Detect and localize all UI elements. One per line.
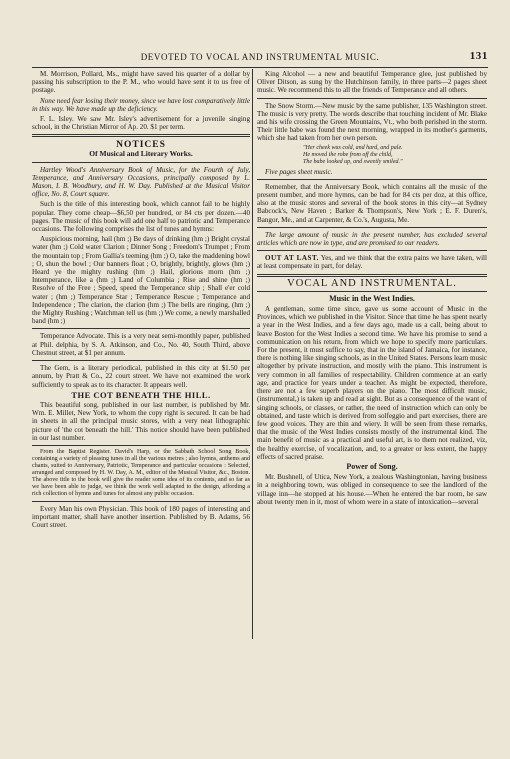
remember-note: Remember, that the Anniversary Book, which contains all the music of the present number, and more hymns, can be had for 84 cts per doz, at this office, also at the music stores and several of the book stores in this city—at Sydney Babcock's, New Haven ; Barker & Thompson's, New York ; E. F. Duren's, Bangor, Me., and at Carpenter, & Co.'s, Augusta, Me. xyxy=(257,182,487,224)
power-of-song-heading: Power of Song. xyxy=(346,461,398,471)
west-indies-body: A gentleman, some time since, gave us some account of Music in the Provinces, which we published in the Visitor. Since that time he has spent nearly a year in the West Indies, and a few days ago, made us a call, being about to leave Boston for the West Indies a second time. We have his promise to send a communication on his return, from which we hope to specify more particulars. For the present, it must suffice to say, that in the island of Jamaica, for instance, there is nothing like singing schools, as in the United States. Persons learn music altogether by private instruction, and mostly with the piano. This instrument is very common in all families of respectability. Children commence at an early age, and practice for years under a teacher. As might be expected, therefore, there are not a few superb players on the piano. The most difficult music, (instrumental,) is taken up and read at sight. But as a consequence of the want of singing schools, or classes, or rather, the need of instruction which can only be obtained, and taste which is derived from solfeggio and part exercises, there are few good voices. They are thin and wiery. It will be seen from these remarks, that the music of the West Indies consists mostly of the instrumental kind. The main benefit of music as a practical and useful art, is to them not realized, viz, the healthy exercise, of vocalization, and, to a greater or less extent, the happy effects of sacred praise. xyxy=(257,305,487,461)
five-pages-note: Five pages sheet music. xyxy=(265,167,333,176)
hartley-book-title: Hartley Wood's Anniversary Book of Music, for the Fourth of July, Temperance, and Anniversary Occasions, principally composed by L. Mason, I. B. Woodbury, and H. W. Day. Published at the Musical Visitor office, No. 8, Court square. xyxy=(32,165,250,199)
verse-line: He moved the robe from off the child, xyxy=(303,151,393,158)
running-header xyxy=(32,52,488,66)
rule xyxy=(32,162,250,163)
the-gem-note: The Gem, is a literary periodical, published in this city at $1.50 per annum, by Pratt & Co., 22 court street. We have not examined the work sufficiently to speak as to its character. It appears well. xyxy=(32,364,250,389)
notices-heading: NOTICES xyxy=(116,140,166,151)
header-rule xyxy=(32,67,488,68)
verse-line: "Her cheek was cold, and hard, and pale. xyxy=(303,144,403,151)
out-at-last-label: OUT AT LAST. xyxy=(265,254,319,263)
hartley-body: Such is the title of this interesting book, which cannot fail to be highly popular. They come cheap—$6,50 per hundred, or 84 cts per dozen.—40 pages. The music of this book will add one half to patriotic and Temperance occasions. The following comprises the list of tunes and hymns: xyxy=(32,200,250,234)
rule xyxy=(257,291,487,292)
west-indies-heading: Music in the West Indies. xyxy=(329,293,415,303)
verse-line: The babe looked up, and sweetly smiled." xyxy=(303,158,403,165)
page-number: 131 xyxy=(469,50,488,62)
left-column xyxy=(32,70,250,532)
hartley-tune-list: Auspicious morning, hail (hm ;) Be days of drinking (hm ;) Bright crystal water (hm ;) Cold water Clarion ; Dinner Song ; Freedom's Trumpet ; From the mountain top ; From Gallia's teeming (hm ;) O, take the maddening bowl ; O, shun the bowl ; Our banners float ; O, brightly, brightly, glows (hm ;) Heard ye the mighty rushing (hm ;) Hail, glorious morn (hm ;) Intemperance, like a (hm ;) Land of Columbia ; Rise and shine (hm ;) Resolve of the Free ; Speed, speed the Temperance ship ; Shall e'er cold water ; (hm ;) Temperance Star ; Temperance Rescue ; Temperance and Independence ; The clarion, the clarion (hm ;) The bells are ringing, (hm ;) the Mighty Rushing ; Watchman tell us (hm ;) We come, a newly marshalled band (hm ;) xyxy=(32,235,250,326)
notices-subheading: Of Musical and Literary Works. xyxy=(89,149,193,159)
section-rule xyxy=(32,134,250,137)
rule xyxy=(32,501,250,502)
isley-note: F. L. Isley. We saw Mr. Isley's advertisement for a juvenile singing school, in the Christian Mirror of Ap. 20. $1 per term. xyxy=(32,115,250,132)
vocal-instrumental-heading: VOCAL AND INSTRUMENTAL. xyxy=(287,277,457,289)
column-divider xyxy=(252,69,253,639)
rule xyxy=(257,98,487,99)
morrison-note: M. Morrison, Pollard, Ms., might have saved his quarter of a dollar by passing his subscription to the P. M., who would have sent it to us free of postage. xyxy=(32,70,250,95)
cot-body: This beautiful song, published in our last number, is published by Mr. Wm. E. Millet, New York, to whom the copy right is secured. It can be had in sheets in all the principal music stores, with a very neat lithographic picture of 'the cot beneath the hill.' This notice should have been published in our last number. xyxy=(32,400,250,442)
large-amount-note: The large amount of music in the present number, has excluded several articles which are now in type, and are promised to our readers. xyxy=(257,230,487,248)
rule xyxy=(32,328,250,329)
rule xyxy=(32,360,250,361)
rule xyxy=(257,227,487,228)
right-column xyxy=(257,70,487,508)
cot-heading: THE COT BENEATH THE HILL. xyxy=(71,389,211,400)
running-title: DEVOTED TO VOCAL AND INSTRUMENTAL MUSIC. xyxy=(140,52,380,62)
baptist-register-note: From the Baptist Register. David's Harp, or the Sabbath School Song Book, containing a variety of pleasing tunes in all the various metres ; also hymns, anthems and chants, suited to Anniversary, Patriotic, Temperance and particular occasions : Selected, arranged and composed by H. W. Day, A. M., editor of the Musical Visitor, &c., Boston. The above title to the book will give the reader some idea of its contents, and so far as we have been able to judge, we think the work well adapted to the design, affording a rich collection of hymns and tunes for almost any public occasion. xyxy=(32,448,250,497)
rule xyxy=(257,179,487,180)
rule xyxy=(32,445,250,446)
king-alcohol-note: King Alcohol — a new and beautiful Temperance glee, just published by Oliver Ditson, as sung by the Hutchinson family, in three parts—2 pages sheet music. We recommend this to all the friends of Temperance and all others. xyxy=(257,70,487,95)
out-at-last-note xyxy=(257,254,487,270)
snow-storm-note: The Snow Storm.—New music by the same publisher, 135 Washington street. The music is very pretty. The words describe that touching incident of Mr. Blake and his wife crossing the Green Mountains, Vt., who both perished in the storm. Their little babe was found the next morning, wrapped in its mother's garments, which she had taken from her own person. xyxy=(257,101,487,143)
temperance-advocate-note: Temperance Advocate. This is a very neat semi-monthly paper, published at Phil. delphia, by S. A. Atkinson, and Co., No. 40, South Third, above Chestnut street, at $1 per annum. xyxy=(32,332,250,357)
physician-note: Every Man his own Physician. This book of 180 pages of interesting and important matter, shall have another insertion. Published by B. Adams, 56 Court street. xyxy=(32,504,250,530)
out-at-last-text: Yes, and we think that the extra pains we have taken, will at least compensate in part, for delay. xyxy=(257,254,487,271)
power-of-song-body: Mr. Bushnell, of Utica, New York, a zealous Washingtonian, having business in a neighboring town, was obliged in consequence to see the landlord of the village inn—he stopped at his house.—When he entered the bar room, he saw about twenty men in it, most of whom were in a state of intoxication—several xyxy=(257,473,487,506)
section-rule xyxy=(257,274,487,277)
none-need-note: None need fear losing their money, since we have lost comparatively little in this way. We have made up the deficiency. xyxy=(32,96,250,113)
rule xyxy=(257,250,487,251)
